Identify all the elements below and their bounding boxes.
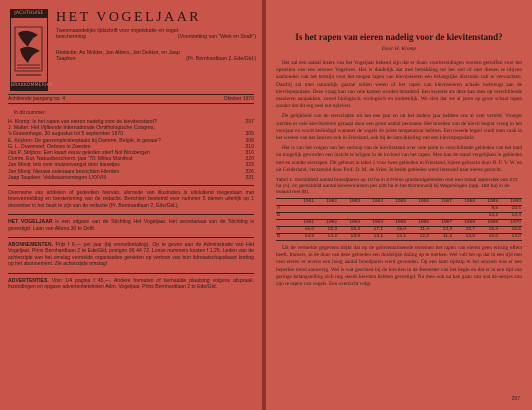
right-page: [266, 0, 532, 410]
table-cell: [453, 206, 476, 213]
table-cell: [384, 213, 407, 220]
table-row: [276, 213, 522, 220]
table-cell: 14,0: [499, 234, 522, 241]
table-cell: 15,7: [453, 227, 476, 234]
table-cell: [407, 206, 430, 213]
issue-info: [8, 94, 254, 104]
table-cell: 1969: [476, 199, 499, 206]
table-row-label: A: [276, 206, 292, 213]
table-cell: 14,1: [384, 234, 407, 241]
advertisements-text: Voor 1/4 pagina f 45,—. Andere formaten of herhaalde plaatsing volgens afspraak. Inzendingen en opgave advertentieteksten Adm. Vogeljaar, Prins Bernhardlaan 2 te Ede/Gld.: [8, 277, 254, 291]
table-cell: [338, 213, 361, 220]
table-row: [276, 220, 522, 227]
description-line: [56, 34, 256, 40]
table-cell: [430, 213, 453, 220]
bird-illustration-icon: [12, 19, 45, 80]
table-cell: 11,4: [430, 234, 453, 241]
table-cell: 15,0: [384, 227, 407, 234]
table-cell: 1967: [430, 199, 453, 206]
subscriptions-label: ABONNEMENTEN.: [8, 242, 53, 249]
journal-title: HET VOGELJAAR: [56, 10, 202, 25]
table-cell: 13,3: [430, 227, 453, 234]
table-cell: 15,3: [315, 227, 338, 234]
table-cell: 13,9: [338, 234, 361, 241]
toc-item-title: Comm. Eur. Natuurbescherm. jaar '70: Milieu Manifest: [8, 156, 133, 163]
table-cell: 11,4: [407, 227, 430, 234]
editorial-line: [56, 56, 256, 62]
table-row: [276, 206, 522, 213]
issue-volume: Achttiende jaargang no. 4: [8, 96, 65, 102]
table-cell: 14,4: [499, 213, 522, 220]
subscriptions-info: [8, 242, 254, 268]
description-line-left: Tweemaandelijks tijdschrift voor vogelstudie en vogel-: [56, 28, 180, 34]
toc-item-title: J. Walter: Het Vijftiende Internationale Ornithologische Congres,: [8, 125, 155, 132]
journal-description: [56, 28, 256, 41]
table-cell: 1964: [361, 220, 384, 227]
divider: [8, 185, 254, 186]
table-cell: 1961: [292, 220, 315, 227]
publisher-info: [8, 219, 254, 232]
article-title: Is het rapen van eieren nadelig voor de kievitenstand?: [295, 32, 503, 42]
editorial-line-right: (Pr. Bernhardlaan 2, Ede/Gld.): [186, 56, 256, 63]
table-cell: [292, 213, 315, 220]
subscriptions-text: Prijs f 6,— per jaar (bij vooruitbetaling). Op te geven aan de Administratie van Het Vogeljaar, Prins Bernhardlaan 2 te Ede/Gld, postgiro 96 44 72. Losse nummers kosten f 1,25. Leden van de achterzijde van het omslag vermelde organisaties genieten op vertoon van hun lidmaatschapskaart korting op het abonnement. Zie achterzijde omslag!: [8, 242, 254, 268]
table-cell: 1968: [453, 220, 476, 227]
table-cell: 12,2: [407, 234, 430, 241]
article-paragraph: Het is van het volgen van het verloop van de kievitsstand over vele jaren in verschillende gebieden van het land nu mogelijk geworden een inzicht te krijgen in de invloed van het rapen. Men kan de stand vergelijken in gebieden met en zonder eierrapen. Dit gebeurt in tabel 1 voor twee gebieden in Friesland, bijeen gebracht door B. F. V. W. en uit Gelderland, verzameld door Prof. D. M. de Vries. In beide gebieden werd intensief naar eieren gezocht.: [276, 145, 522, 173]
journal-logo: [10, 9, 53, 91]
issue-date: Oktober 1970: [223, 96, 254, 102]
table-cell: 1962: [315, 220, 338, 227]
table-cell: 1962: [315, 199, 338, 206]
toc-item-page: 308: [245, 137, 254, 144]
table-cell: [292, 206, 315, 213]
logo-top-text: JACHTHUISE: [11, 10, 47, 18]
table-cell: 16,0: [292, 227, 315, 234]
toc-item-page: 297: [245, 119, 254, 125]
divider: [8, 214, 254, 215]
table-cell: 1967: [430, 220, 453, 227]
toc-item-page: 323: [245, 162, 254, 169]
table-cell: 15,4: [476, 227, 499, 234]
table-row: [276, 227, 522, 234]
table-cell: [453, 213, 476, 220]
table-cell: 1968: [453, 199, 476, 206]
table-cell: 1965: [384, 220, 407, 227]
table-cell: 15,0: [476, 234, 499, 241]
description-line-left: bescherming: [56, 34, 86, 41]
table-cell: 14,2: [315, 234, 338, 241]
table-cell: 1960: [499, 199, 522, 206]
table-cell: 10,5: [499, 206, 522, 213]
article-author: Door H. Klomp: [381, 46, 417, 52]
toc-item-title: H. Klomp: Is het rapen van eieren nadelig voor de kievitenstand?: [8, 119, 157, 125]
table-cell: 15,4: [338, 227, 361, 234]
table-cell: [361, 206, 384, 213]
table-cell: 1966: [407, 220, 430, 227]
toc-item-page: 305: [245, 131, 254, 138]
table-cell: 14,9: [292, 234, 315, 241]
editorial-board: [56, 50, 256, 63]
data-table: [276, 198, 522, 241]
article-paragraph: De gelijkheid van de eierschalen uit het ene jaar en uit het andere jaar hebben ons al veel verteld. Vroeger werden er vele kievitseieren geraapt door een groot aantal personen. Het broeden van de kievit begint vroeg in het voorjaar en wordt beëindigd wanneer de vogels de juiste temperatuur hebben. Een tweede legsel vindt men vaak in het westen van het land en ook in Friesland, ook bij de ontwikkeling van een kievitspopulatie.: [276, 113, 522, 142]
table-row: [276, 199, 522, 206]
table-cell: 13,1: [361, 234, 384, 241]
toc-item-title: E. Koyken: De ganzenpleisterplaats bij Damme, België, in gevaar?: [8, 137, 161, 144]
table-cell: 1966: [407, 199, 430, 206]
article-paragraph: Het zal een aantal lezers van het Vogeljaar bekend zijn dat er thans voorbereidingen worden getroffen voor het opstellen van een nieuwe Vogelwet. Het is duidelijk dat met betrekking tot het wel of niet dienen te blijven aanhouden van het termijn voor het mogen rapen van kievitseieren een belangrijke discussie valt te verwachten. Daarbij zal men natuurlijk gaarne willen weten of het rapen van kievitseieren schade toebrengt aan de kievitspopulatie. Deze vraag kan van vele kanten worden benaderd. Een kwestie als deze kan men op verschillende manieren aanpakken, zowel biologisch, ecologisch en ondoenlijk. We zien dat we al jaren op grote schaal rapen zonder dat dit erg veel nut oplevert.: [276, 60, 522, 110]
publisher-text: is een uitgave van de Stichting Het Vogeljaar. Het secretariaat van de Stichting is gevestigd: Laan van Altena 30 te Delft.: [8, 219, 255, 232]
table-cell: 13,6: [453, 234, 476, 241]
table-cell: 1965: [384, 199, 407, 206]
table-cell: 9,5: [476, 206, 499, 213]
logo-bottom-text: BRAKKOMMERHO: [11, 83, 53, 88]
table-cell: 1961: [292, 199, 315, 206]
table-row-label: [276, 220, 292, 227]
toc-item-page: 326: [245, 168, 254, 175]
table-row-label: [276, 199, 292, 206]
table-cell: [338, 206, 361, 213]
toc-item-page: 316: [245, 150, 254, 157]
table-of-contents: [8, 119, 254, 181]
toc-item-title: Jan P. Strijbos: Een kwart eeuw geleden stierf Nol Binsbergen: [8, 150, 151, 157]
editorial-line-left: Taapken: [56, 56, 76, 63]
table-cell: 1963: [338, 199, 361, 206]
table-row-label: A: [276, 227, 292, 234]
toc-item-title: Jaap Taapken: Veldwaarnemingen LXXVIII: [8, 174, 107, 181]
table-cell: 17,1: [361, 227, 384, 234]
publisher-label: HET VOGELJAAR: [8, 219, 53, 226]
toc-item-title: Jan Mooij: Iets over muizenvangst door kauwtjes: [8, 162, 120, 169]
advertisements-info: [8, 278, 254, 291]
toc-item[interactable]: [8, 175, 254, 181]
table-cell: [361, 213, 384, 220]
page-number: 297: [511, 396, 520, 402]
table-cell: [315, 213, 338, 220]
toc-item-page: 320: [245, 156, 254, 163]
toc-heading: In dit nummer:: [14, 110, 46, 116]
table-cell: 1970: [499, 220, 522, 227]
copyright-notice: Overname van artikelen of gedeelten hiervan, alsmede van illustraties is uitsluitend toegestaan met bronvermelding en toestemming van de redactie. Berichten bestemd voor nummer 5 dienen uiterlijk op 1 december in het bezit te zijn van de redactie (Pr. Bernhardlaan 2, Ede/Gld.).: [8, 190, 254, 209]
article-paragraph: Uit de vermelde gegevens blijkt dat op de geïnventariseerde terreinen het rapen van eieren geen ernstig effect heeft. Immers, in de duur van deze gebieden een duidelijke daling op te merken. Wel valt het op dat in een tijd met veel eieren er tevens een hoog aantal broedparen werd gevonden. Op een later tijdstip in het seizoen was er een beperkte trend aanwezig. Wel is wat geschied bij de kieviten in de Beemster van het begin en dat er in een tijd van geringe belangstelling zich nog steeds kieviten hebben gevestigd. Nu men ook na kan gaan van wat de nestjes zou zijn te rapen van vogels. Een overzicht volgt.: [276, 245, 522, 288]
toc-item-title: 's Gravenhage, 30 augustus tot 5 september 1970: [8, 131, 124, 138]
toc-item-page: 331: [245, 174, 254, 181]
toc-item-title: Jan Mooij: Nieuwe ooievaars bezochten Hierden: [8, 168, 120, 175]
toc-item-page: 310: [245, 143, 254, 150]
table-cell: [407, 213, 430, 220]
table-cell: 14,2: [476, 213, 499, 220]
table-cell: 1964: [361, 199, 384, 206]
table-caption: Tabel 1. Gemiddeld aantal broedparen op 10 ha in 3 Friese graslandgebieden met een totaal oppervlak van 272 ha (A), en gemiddeld aantal kievitennesten per 100 ha in het Binnenveld bij Wageningen (opp. 150 ha) in de maand mei (B).: [276, 178, 518, 196]
masthead: [8, 6, 254, 94]
advertisements-label: ADVERTENTIES.: [8, 277, 49, 284]
left-page: [0, 0, 262, 410]
divider: [8, 273, 254, 274]
table-cell: [384, 206, 407, 213]
table-row-label: B: [276, 213, 292, 220]
description-line-right: (Voortzetting van "Wiek en Snab"): [177, 34, 256, 41]
table-cell: [430, 206, 453, 213]
table-cell: [315, 206, 338, 213]
table-row-label: B: [276, 234, 292, 241]
table-row: [276, 234, 522, 241]
divider: [8, 237, 254, 238]
table-cell: 16,6: [499, 227, 522, 234]
table-cell: 1969: [476, 220, 499, 227]
table-cell: 1963: [338, 220, 361, 227]
toc-item-title: G. L. Ouweneel: Oeboes in Zweden: [8, 143, 91, 150]
editorial-line-left: Redactie: An Molder, Jan Albers, Jan Dekker, en Jaap: [56, 50, 180, 56]
